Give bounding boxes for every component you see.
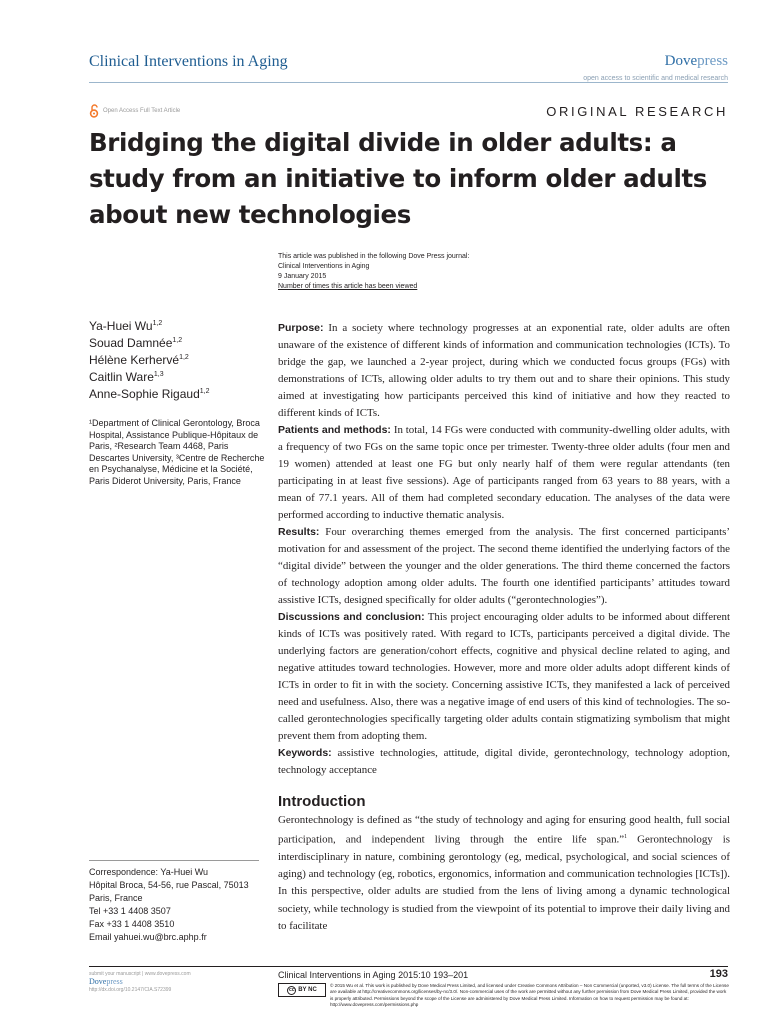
article-type: ORIGINAL RESEARCH (546, 104, 728, 119)
footer-citation: Clinical Interventions in Aging 2015:10 193–201 (278, 970, 469, 980)
abstract-label: Discussions and conclusion: (278, 611, 425, 623)
cc-label: BY NC (298, 987, 317, 993)
correspondence-line: Fax +33 1 4408 3510 (89, 919, 175, 929)
abstract-text: assistive technologies, attitude, digital divide, gerontechnology, technology adoption, technology acceptance (278, 747, 730, 776)
author-name: Caitlin Ware (89, 370, 154, 384)
pubinfo-line: This article was published in the following Dove Press journal: (278, 253, 470, 260)
author-name: Ya-Huei Wu (89, 319, 153, 333)
pubinfo-date: 9 January 2015 (278, 273, 327, 280)
author-affiliation: 1,2 (152, 320, 163, 327)
license-text: © 2015 Wu et al. This work is published by Dove Medical Press Limited, and licensed under Creative Commons Attribution – Non Commercial (unported, v3.0) License. The full terms of the License are available at http://creativecommons.org/licenses/by-nc/3.0/. Non-commercial uses of the work are permitted without any further permission from Dove Medical Press Limited, provided the work is properly attributed. Permissions beyond the scope of the License are administered by Dove Medical Press Limited. Information on how to request permission may be found at: http://www.dovepress.com/permissions.php (330, 983, 729, 1008)
correspondence-line: Tel +33 1 4408 3507 (89, 906, 171, 916)
brand-dove: Dove (664, 53, 698, 69)
reference-link[interactable]: 1 (624, 834, 628, 841)
footer-left (89, 970, 191, 994)
abstract-label: Results: (278, 526, 320, 538)
author-affiliation: 1,2 (172, 337, 183, 344)
introduction-text (278, 812, 730, 935)
abstract-text: In a society where technology progresses at an exponential rate, older adults are often unaware of the existence of different kinds of information and communication technologies (ICTs). To bridge the gap, we launched a 2-year project, during which we conducted focus groups (FGs) with demonstrations of ICTs, allowing older adults to try them out and to share their opinions. This study aimed at investigating how participants perceived this kind of initiative and how they reacted to different kinds of ICTs. (278, 322, 730, 419)
brand-tagline: open access to scientific and medical research (583, 75, 728, 82)
dovepress-logo[interactable] (665, 53, 728, 70)
doi-link[interactable]: http://dx.doi.org/10.2147/CIA.S72399 (89, 987, 172, 993)
pubinfo-journal: Clinical Interventions in Aging (278, 263, 370, 270)
correspondence-line: Correspondence: Ya-Huei Wu (89, 867, 209, 877)
journal-name[interactable]: Clinical Interventions in Aging (89, 53, 288, 70)
page-number: 193 (709, 968, 728, 980)
abstract-label: Keywords: (278, 747, 332, 759)
abstract-text: In total, 14 FGs were conducted with community-dwelling older adults, with a frequency of two FGs on the same topic once per trimester. Twenty-three older adults (four men and 19 women) attended at least one FG but only nearly half of them were regular attendants (ten participating in at least five sessions). Age of participants ranged from 63 years to 88 years, with a mean of 77.1 years. All of them had completed secondary education. The analyses of the data were performed according to inductive thematic analysis. (278, 424, 730, 521)
license-block (278, 983, 730, 1009)
cc-license-badge[interactable] (278, 983, 326, 997)
brand-dove: Dove (89, 977, 107, 986)
author (89, 335, 209, 352)
author-affiliation: 1,2 (199, 388, 210, 395)
abstract-text: This project encouraging older adults to be informed about different kinds of ICTs was positively rated. With regard to ICTs, participants perceived a digital divide. The underlying factors are generation/cohort effects, cognitive and physical decline related to aging, and negative attitudes toward technologies. However, more and more older adults adopt different kinds of ICTs in order to fit in with the society. Concerning assistive ICTs, they manifested a lack of perceived need and usefulness. Also, there was a negative image of end users of this kind of technologies. The so-called gerontechnologies specifically targeting older adults contain stigmatizing symbolism that might prevent them from adopting them. (278, 611, 730, 742)
brand-press: press (697, 53, 728, 69)
cc-icon: cc (288, 987, 295, 993)
affiliations: ¹Department of Clinical Gerontology, Broca Hospital, Assistance Publique-Hôpitaux de Paris, ²Research Team 4468, Paris Descartes University, ³Centre de Recherche en Psychanalyse, Médicine et la Société, Paris Diderot University, Paris, France (89, 418, 265, 486)
article-title: Bridging the digital divide in older adults: a study from an initiative to inform older adults about new technologies (89, 128, 707, 229)
publication-info (278, 252, 469, 292)
abstract (278, 320, 730, 779)
author (89, 386, 209, 403)
abstract-text: Four overarching themes emerged from the analysis. The first concerned participants’ motivation for and assessment of the project. The second theme identified the underlying factors of the “digital divide” between the younger and the older generations. The third theme concerned the factors of technology adoption among older adults. The fourth one identified participants’ attitudes toward assistive ICTs, designed specifically for older adults (“gerontechnologies”). (278, 526, 730, 606)
author-name: Anne-Sophie Rigaud (89, 387, 200, 401)
abstract-purpose (278, 320, 730, 422)
intro-text-b: Gerontechnology is interdisciplinary in nature, combining gerontology (eg, medical, psychological, and social sciences of aging) and technology (eg, robotics, ergonomics, information and communication technologies [ICTs]). In this perspective, older adults are studied from the lens of living among a dynamic technological society, while technology is studied from the viewpoint of its potential to improve their daily living and to facilitate (278, 833, 730, 932)
abstract-discussion (278, 609, 730, 745)
brand-press: press (106, 977, 123, 986)
author-affiliation: 1,3 (153, 371, 164, 378)
author (89, 369, 209, 386)
author-list (89, 318, 209, 403)
abstract-label: Patients and methods: (278, 424, 391, 436)
submit-manuscript-link[interactable]: submit your manuscript | www.dovepress.com (89, 971, 191, 977)
author-affiliation: 1,2 (179, 354, 189, 361)
abstract-keywords (278, 745, 730, 779)
intro-text-a: Gerontechnology is defined as “the study of technology and aging for ensuring good health, full social participation, and independent living through the entire life span.” (278, 814, 730, 846)
author-name: Hélène Kerhervé (89, 353, 180, 367)
footer-dovepress-logo[interactable] (89, 978, 191, 986)
open-access-row (89, 104, 180, 118)
abstract-methods (278, 422, 730, 524)
open-access-icon (89, 104, 99, 118)
footer-divider (89, 966, 728, 967)
correspondence-line: Paris, France (89, 893, 143, 903)
header-divider (89, 82, 728, 83)
introduction-heading: Introduction (278, 793, 366, 810)
abstract-results (278, 524, 730, 609)
author (89, 318, 209, 335)
open-access-label: Open Access Full Text Article (103, 108, 181, 114)
author (89, 352, 209, 369)
correspondence-email[interactable]: Email yahuei.wu@brc.aphp.fr (89, 932, 207, 942)
abstract-label: Purpose: (278, 322, 324, 334)
correspondence-divider (89, 860, 259, 861)
correspondence (89, 866, 249, 944)
views-count-link[interactable]: Number of times this article has been viewed (278, 283, 418, 290)
author-name: Souad Damnée (89, 336, 173, 350)
correspondence-line: Hôpital Broca, 54-56, rue Pascal, 75013 (89, 880, 249, 890)
